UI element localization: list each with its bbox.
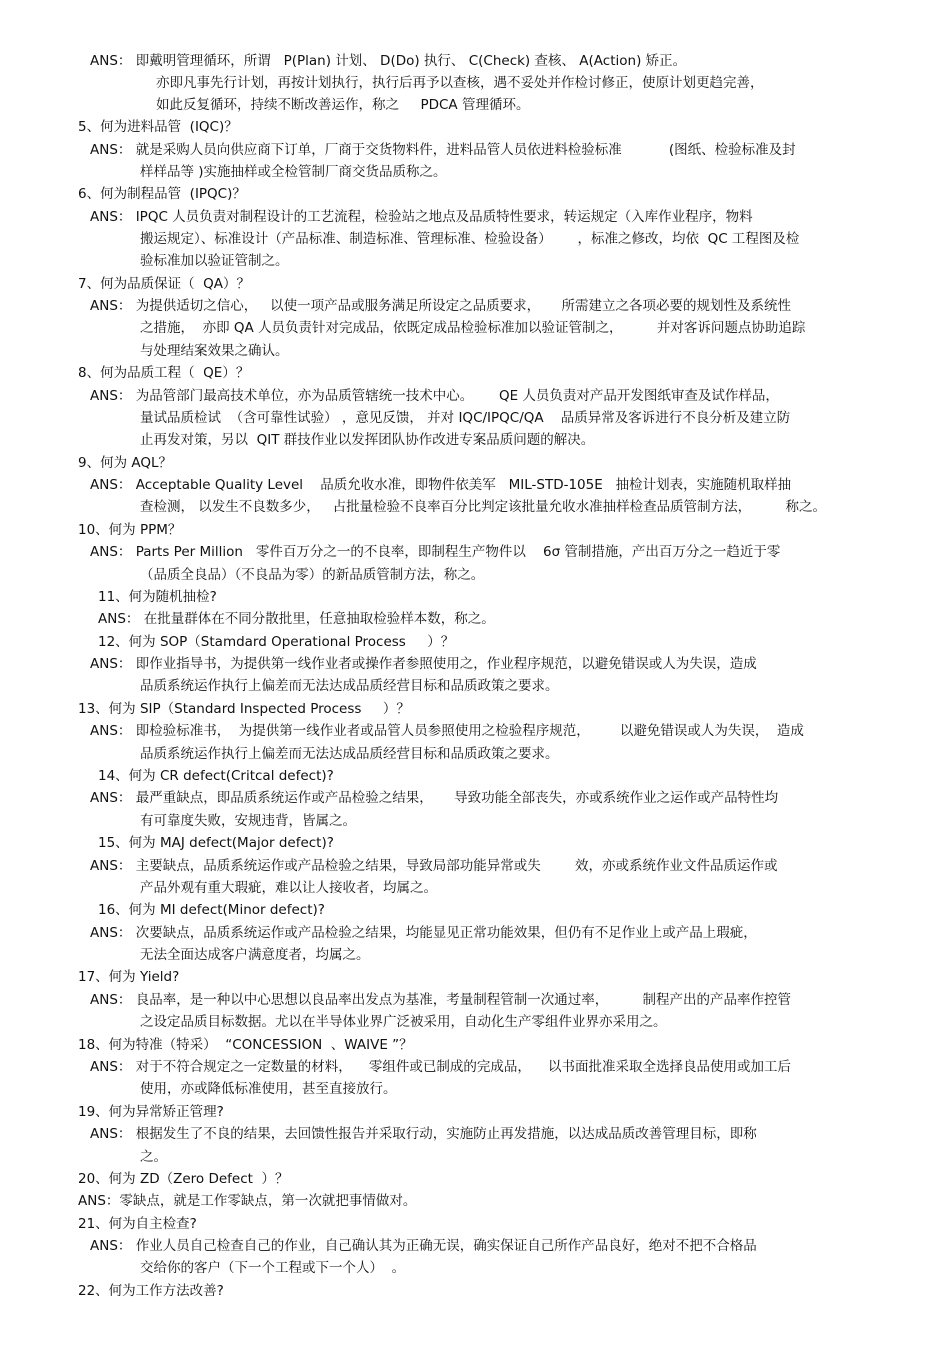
text-line: 之。 — [140, 1149, 167, 1165]
text-line: ANS： 为提供适切之信心， 以使一项产品或服务满足所设定之品质要求， 所需建立之各项必要的规划性及系统性 — [90, 298, 792, 314]
text-line: 查检测， 以发生不良数多少， 占批量检验不良率百分比判定该批量允收水准抽样检查品质管制方法， 称之。 — [140, 499, 826, 515]
question-heading: 8、何为品质工程（ QE）？ — [78, 365, 250, 381]
text-line: ANS： IPQC 人员负责对制程设计的工艺流程，检验站之地点及品质特性要求，转运规定（入库作业程序，物料 — [90, 209, 753, 225]
text-line: 产品外观有重大瑕疵，难以让人接收者，均属之。 — [140, 880, 437, 896]
text-line: ANS： 就是采购人员向供应商下订单，厂商于交货物料件，进料品管人员依进料检验标准 (图纸、检验标准及封 — [90, 142, 796, 158]
question-heading: 9、何为 AQL？ — [78, 455, 173, 471]
text-line: 样样品等 )实施抽样或全检管制厂商交货品质称之。 — [140, 164, 447, 180]
question-heading: 6、何为制程品管 (IPQC)？ — [78, 186, 246, 202]
text-line: ANS： 即作业指导书，为提供第一线作业者或操作者参照使用之，作业程序规范，以避免错误或人为失误，造成 — [90, 656, 757, 672]
text-line: ANS： 在批量群体在不同分散批里，任意抽取检验样本数，称之。 — [98, 611, 495, 627]
text-line: 之设定品质目标数据。尤以在半导体业界广泛被采用，自动化生产零组件业界亦采用之。 — [140, 1014, 667, 1030]
question-heading: 11、何为随机抽检? — [98, 589, 217, 605]
question-heading: 14、何为 CR defect(Critcal defect)? — [98, 768, 334, 784]
question-heading: 5、何为进料品管 (IQC)？ — [78, 119, 238, 135]
question-heading: 13、何为 SIP（Standard Inspected Process ）？ — [78, 701, 410, 717]
text-line: 如此反复循环，持续不断改善运作，称之 PDCA 管理循环。 — [156, 97, 530, 113]
text-line: （品质全良品）（不良品为零）的新品质管制方法，称之。 — [140, 567, 485, 583]
text-line: ANS： 即检验标准书， 为提供第一线作业者或品管人员参照使用之检验程序规范， 以避免错误或人为失误， 造成 — [90, 723, 804, 739]
text-line: ANS： Acceptable Quality Level 品质允收水准，即物件依美军 MIL-STD-105E 抽检计划表，实施随机取样抽 — [90, 477, 792, 493]
text-line: ANS： 最严重缺点，即品质系统运作或产品检验之结果， 导致功能全部丧失，亦或系统作业之运作或产品特性均 — [90, 790, 779, 806]
question-heading: 7、何为品质保证（ QA）？ — [78, 276, 251, 292]
question-heading: 10、何为 PPM？ — [78, 522, 182, 538]
text-line: 亦即凡事先行计划，再按计划执行，执行后再予以查核，遇不妥处并作检讨修正，使原计划更趋完善， — [156, 75, 764, 91]
text-line: ANS：零缺点，就是工作零缺点，第一次就把事情做对。 — [78, 1193, 417, 1209]
text-line: ANS： 即戴明管理循环，所谓 P(Plan) 计划、 D(Do) 执行、 C(Check) 查核、 A(Action) 矫正。 — [90, 53, 687, 69]
text-line: ANS： Parts Per Million 零件百万分之一的不良率，即制程生产物件以 6σ 管制措施，产出百万分之一趋近于零 — [90, 544, 781, 560]
text-line: 之措施， 亦即 QA 人员负责针对完成品，依既定成品检验标准加以验证管制之， 并对客诉问题点协助追踪 — [140, 320, 806, 336]
text-line: ANS： 次要缺点，品质系统运作或产品检验之结果，均能显见正常功能效果，但仍有不足作业上或产品上瑕疵， — [90, 925, 757, 941]
text-line: 搬运规定）、标准设计（产品标准、制造标准、管理标准、检验设备） ，标准之修改，均依 QC 工程图及检 — [140, 231, 800, 247]
question-heading: 21、何为自主检查? — [78, 1216, 197, 1232]
text-line: ANS： 对于不符合规定之一定数量的材料， 零组件或已制成的完成品， 以书面批准采取全选择良品使用或加工后 — [90, 1059, 792, 1075]
question-heading: 17、何为 Yield? — [78, 969, 180, 985]
text-line: 与处理结案效果之确认。 — [140, 343, 289, 359]
question-heading: 16、何为 MI defect(Minor defect)? — [98, 902, 325, 918]
text-line: 交给你的客户（下一个工程或下一个人） 。 — [140, 1260, 406, 1276]
text-line: ANS： 为品管部门最高技术单位，亦为品质管辖统一技术中心。 QE 人员负责对产品开发图纸审查及试作样品， — [90, 388, 779, 404]
question-heading: 15、何为 MAJ defect(Major defect)? — [98, 835, 334, 851]
text-line: 品质系统运作执行上偏差而无法达成品质经营目标和品质政策之要求。 — [140, 678, 559, 694]
text-line: 使用，亦或降低标准使用，甚至直接放行。 — [140, 1081, 397, 1097]
text-line: ANS： 作业人员自己检查自己的作业，自己确认其为正确无误，确实保证自己所作产品良好，绝对不把不合格品 — [90, 1238, 757, 1254]
text-line: 量试品质检试 （含可靠性试验） ，意见反馈， 并对 IQC/IPQC/QA 品质异常及客诉进行不良分析及建立防 — [140, 410, 791, 426]
question-heading: 18、何为特准（特采） “CONCESSION 、WAIVE ”？ — [78, 1037, 413, 1053]
text-line: 止再发对策，另以 QIT 群技作业以发挥团队协作改进专案品质问题的解决。 — [140, 432, 595, 448]
text-line: ANS： 主要缺点，品质系统运作或产品检验之结果，导致局部功能异常或失 效，亦或系统作业文件品质运作或 — [90, 858, 778, 874]
text-line: 有可靠度失败，安规违背，皆属之。 — [140, 813, 356, 829]
question-heading: 20、何为 ZD（Zero Defect ）？ — [78, 1171, 289, 1187]
text-line: 验标准加以验证管制之。 — [140, 253, 289, 269]
text-line: ANS： 良品率，是一种以中心思想以良品率出发点为基准，考量制程管制一次通过率， 制程产出的产品率作控管 — [90, 992, 792, 1008]
question-heading: 12、何为 SOP（Stamdard Operational Process ）？ — [98, 634, 455, 650]
question-heading: 22、何为工作方法改善? — [78, 1283, 224, 1299]
question-heading: 19、何为异常矫正管理? — [78, 1104, 224, 1120]
text-line: 无法全面达成客户满意度者，均属之。 — [140, 947, 370, 963]
text-line: ANS： 根据发生了不良的结果，去回馈性报告并采取行动，实施防止再发措施，以达成品质改善管理目标，即称 — [90, 1126, 757, 1142]
text-line: 品质系统运作执行上偏差而无法达成品质经营目标和品质政策之要求。 — [140, 746, 559, 762]
